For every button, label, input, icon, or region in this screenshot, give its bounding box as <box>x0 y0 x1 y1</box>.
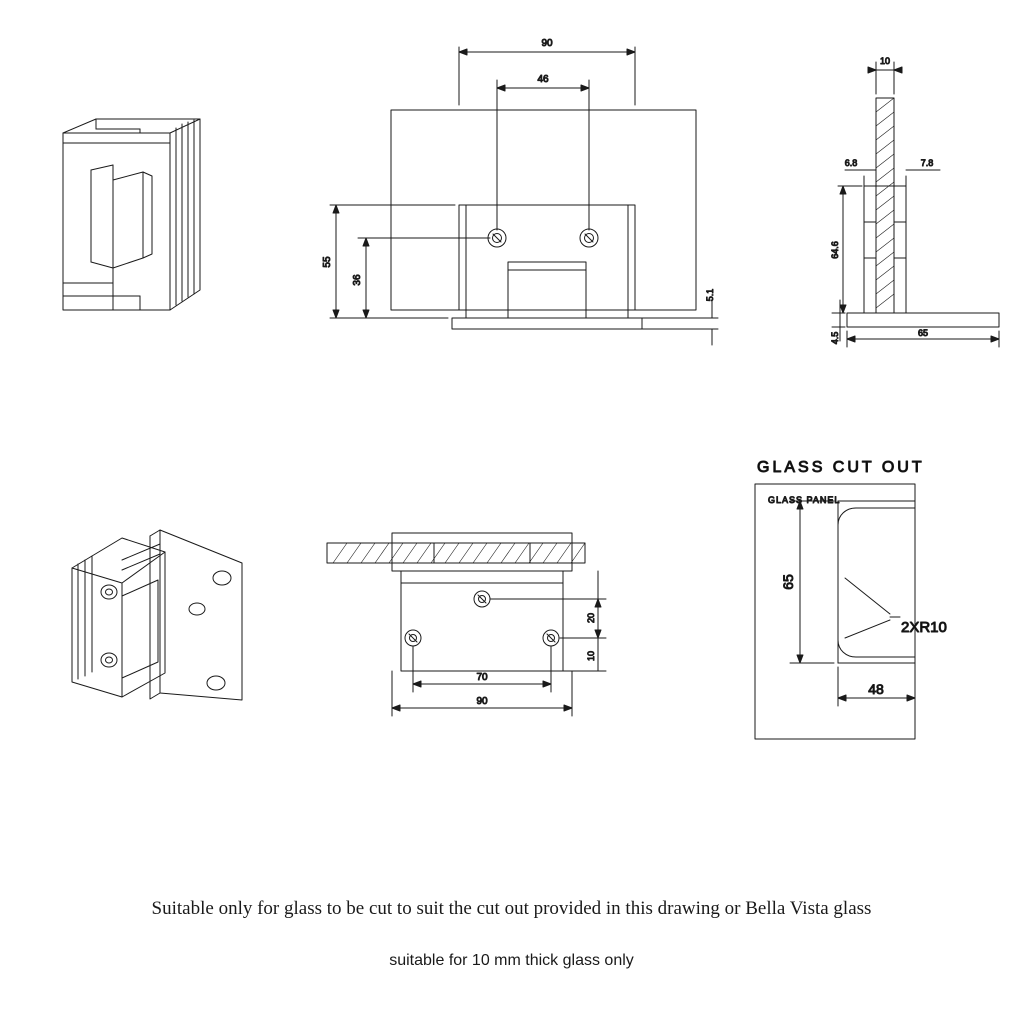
dim-plan-hole-bottom: 10 <box>586 650 596 662</box>
dim-plan-width: 90 <box>476 696 488 707</box>
glass-cutout-view <box>755 459 947 739</box>
dim-plate-thickness: 5.1 <box>705 288 715 302</box>
front-elevation-view <box>322 38 718 345</box>
note-line-2: suitable for 10 mm thick glass only <box>389 952 634 969</box>
note-line-1: Suitable only for glass to be cut to suit the cut out provided in this drawing or Bella Vista glass <box>151 898 872 919</box>
open-3d-view <box>72 530 242 700</box>
dim-side-height: 64.6 <box>830 241 840 259</box>
dim-front-height: 55 <box>322 256 333 268</box>
dim-hole-spacing: 46 <box>537 74 549 85</box>
dim-front-width: 90 <box>541 38 553 49</box>
glass-panel-label: GLASS PANEL <box>768 495 841 505</box>
dim-offset-left: 6.8 <box>844 158 858 168</box>
side-section-view <box>830 56 999 347</box>
plan-section-view <box>327 533 606 716</box>
dim-glass-thickness: 10 <box>879 56 891 66</box>
dim-plan-hole-spacing: 70 <box>476 672 488 683</box>
dim-offset-right: 7.8 <box>920 158 934 168</box>
dim-cutout-width: 48 <box>868 681 884 697</box>
dim-hole-height: 36 <box>352 274 363 286</box>
dim-base-depth: 65 <box>917 328 929 338</box>
glass-cut-out-title: GLASS CUT OUT <box>757 459 925 476</box>
front-3d-view <box>63 119 200 310</box>
dim-base-thickness: 4.5 <box>830 331 840 345</box>
radius-callout: 2XR10 <box>901 619 947 636</box>
dim-plan-hole-top: 20 <box>586 612 596 624</box>
dim-cutout-height: 65 <box>780 574 796 590</box>
